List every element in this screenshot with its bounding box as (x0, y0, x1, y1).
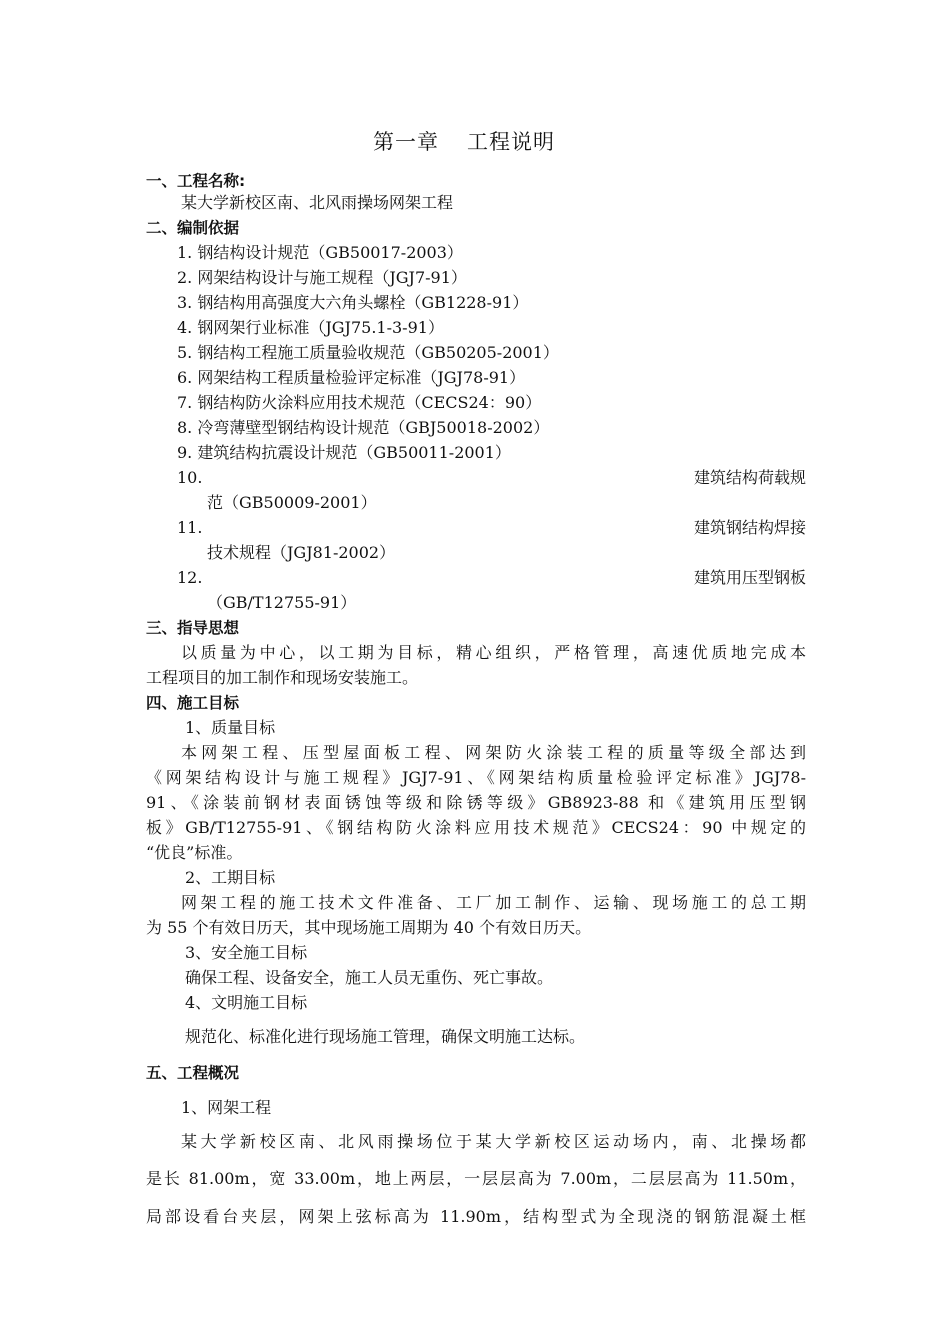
section-heading-5: 五、工程概况 (146, 1064, 240, 1082)
basis-item-continuation: 技术规程（JGJ81-2002） (207, 543, 396, 562)
basis-item-text: 建筑用压型钢板 (693, 568, 806, 587)
basis-item: 4. 钢网架行业标准（JGJ75.1-3-91） (177, 318, 444, 337)
section-heading-1: 一、工程名称: (146, 172, 246, 190)
basis-item: 2. 网架结构设计与施工规程（JGJ7-91） (177, 268, 467, 287)
basis-item-text: 建筑结构荷载规 (693, 468, 806, 487)
paragraph-line: 某大学新校区南、北风雨操场位于某大学新校区运动场内，南、北操场都 (181, 1132, 806, 1151)
subheading-quality: 1、质量目标 (185, 718, 276, 737)
basis-item: 6. 网架结构工程质量检验评定标准（JGJ78-91） (177, 368, 526, 387)
paragraph-line: 91、《涂装前钢材表面锈蚀等级和除锈等级》GB8923-88 和《建筑用压型钢 (146, 793, 806, 812)
paragraph-line: 工程项目的加工制作和现场安装施工。 (146, 668, 419, 687)
paragraph-line: 局部设看台夹层，网架上弦标高为 11.90m，结构型式为全现浇的钢筋混凝土框 (146, 1207, 806, 1226)
basis-item: 3. 钢结构用高强度大六角头螺栓（GB1228-91） (177, 293, 529, 312)
basis-item: 7. 钢结构防火涂料应用技术规范（CECS24：90） (177, 393, 542, 412)
basis-item: 5. 钢结构工程施工质量验收规范（GB50205-2001） (177, 343, 559, 362)
subheading-civilized: 4、文明施工目标 (185, 993, 308, 1012)
basis-item: 9. 建筑结构抗震设计规范（GB50011-2001） (177, 443, 511, 462)
basis-item: 8. 冷弯薄壁型钢结构设计规范（GBJ50018-2002） (177, 418, 550, 437)
paragraph-line: “优良”标准。 (146, 843, 243, 862)
paragraph-line: 《网架结构设计与施工规程》JGJ7-91、《网架结构质量检验评定标准》JGJ78- (146, 768, 806, 787)
basis-item-continuation: （GB/T12755-91） (207, 593, 357, 612)
project-name: 某大学新校区南、北风雨操场网架工程 (181, 193, 454, 212)
section-heading-4: 四、施工目标 (146, 694, 240, 712)
paragraph-line: 板》GB/T12755-91、《钢结构防火涂料应用技术规范》CECS24：90 中规定的 (146, 818, 806, 837)
paragraph-line: 本网架工程、压型屋面板工程、网架防火涂装工程的质量等级全部达到 (181, 743, 806, 762)
chapter-number: 第一章 (373, 130, 439, 154)
basis-item-text: 建筑钢结构焊接 (693, 518, 806, 537)
subheading-schedule: 2、工期目标 (185, 868, 276, 887)
page-title (373, 128, 555, 156)
paragraph-line: 以质量为中心，以工期为目标，精心组织，严格管理，高速优质地完成本 (181, 643, 806, 662)
subheading-grid-project: 1、网架工程 (181, 1098, 272, 1117)
basis-item: 1. 钢结构设计规范（GB50017-2003） (177, 243, 463, 262)
paragraph-line: 规范化、标准化进行现场施工管理，确保文明施工达标。 (185, 1027, 586, 1046)
section-heading-2: 二、编制依据 (146, 219, 240, 237)
basis-item-number: 11. (177, 518, 203, 537)
paragraph-line: 网架工程的施工技术文件准备、工厂加工制作、运输、现场施工的总工期 (181, 893, 806, 912)
paragraph-line: 确保工程、设备安全，施工人员无重伤、死亡事故。 (185, 968, 554, 987)
subheading-safety: 3、安全施工目标 (185, 943, 308, 962)
section-heading-3: 三、指导思想 (146, 619, 240, 637)
paragraph-line: 是长 81.00m，宽 33.00m，地上两层，一层层高为 7.00m，二层层高为 11.50m， (146, 1169, 806, 1188)
basis-item-number: 10. (177, 468, 203, 487)
paragraph-line: 为 55 个有效日历天，其中现场施工周期为 40 个有效日历天。 (146, 918, 592, 937)
basis-item-continuation: 范（GB50009-2001） (207, 493, 377, 512)
basis-item-number: 12. (177, 568, 203, 587)
chapter-name: 工程说明 (467, 130, 555, 154)
